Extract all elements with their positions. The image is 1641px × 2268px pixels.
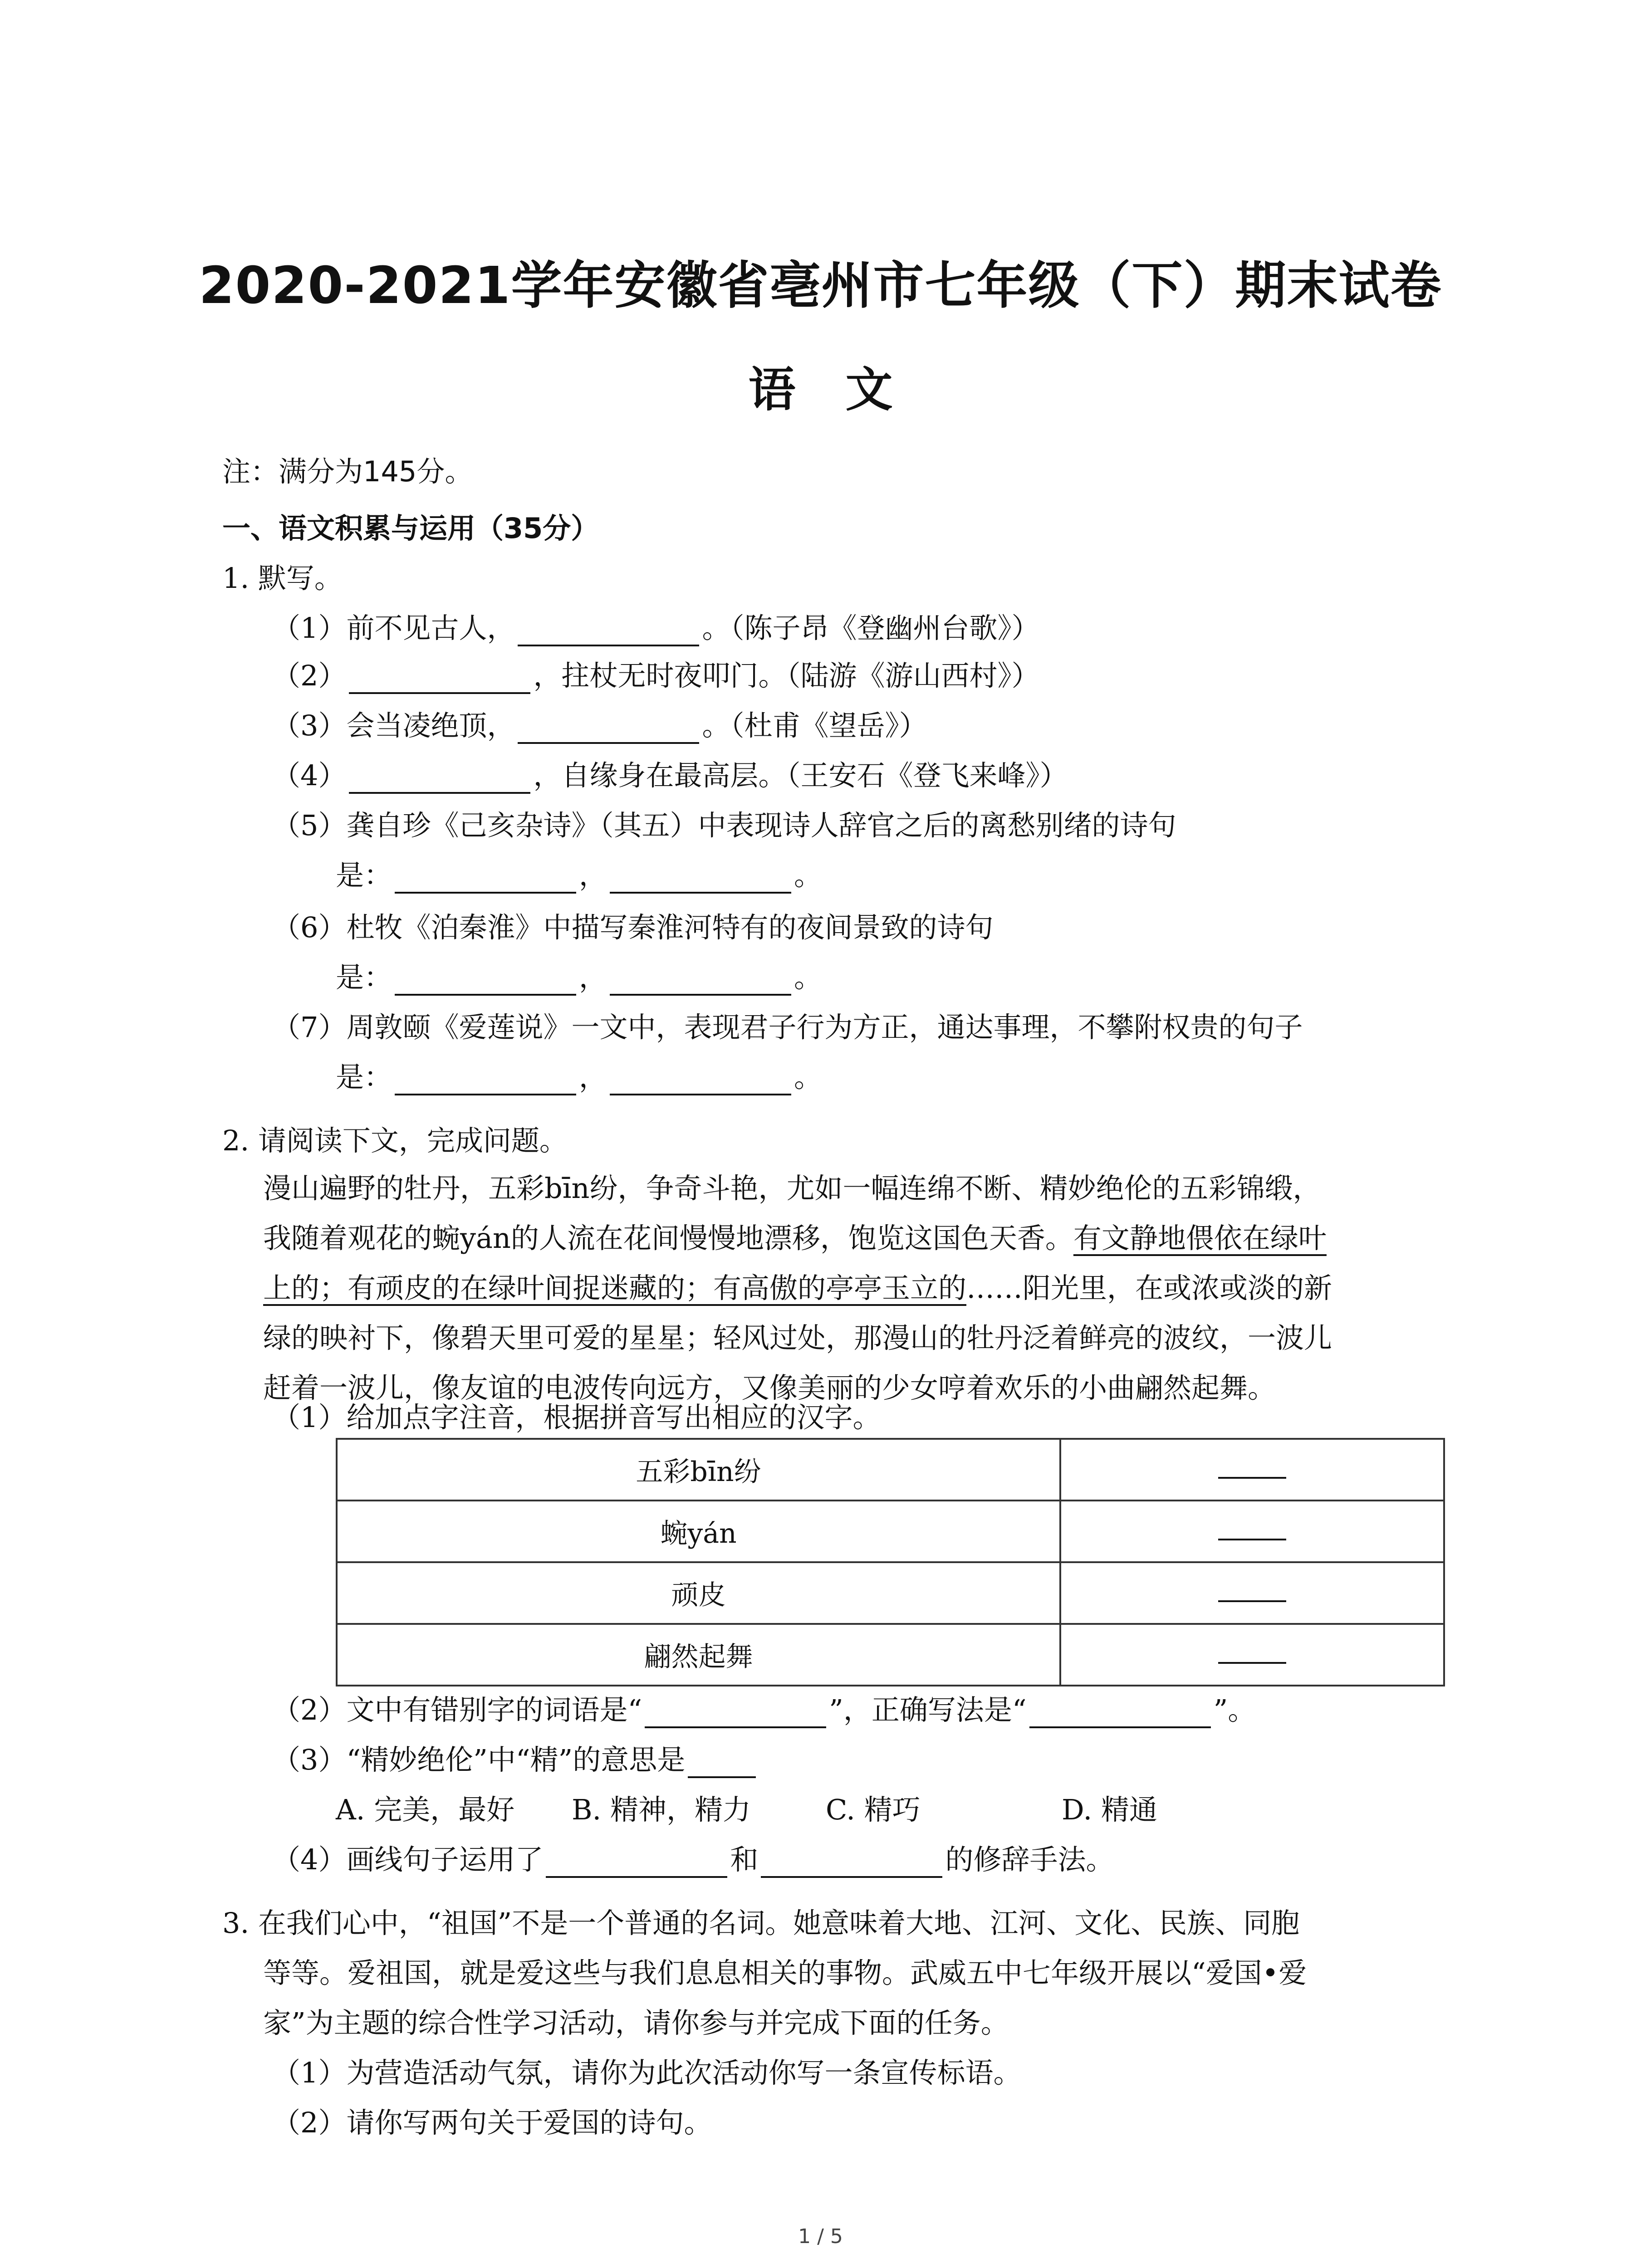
pinyin-table (336, 1438, 1445, 1686)
answer-blank[interactable] (610, 967, 791, 996)
table-cell: 蜿yán (337, 1501, 1060, 1562)
answer-blank[interactable] (349, 665, 530, 694)
answer-blank[interactable] (518, 715, 699, 744)
q3-line: 家”为主题的综合性学习活动，请你参与并完成下面的任务。 (263, 2006, 1009, 2039)
answer-cell[interactable] (1060, 1624, 1444, 1686)
q1-item-1: （1）前不见古人， 。（陈子昂《登幽州台歌》） (272, 610, 1039, 646)
q1-item-6-answer: 是： ， 。 (336, 959, 822, 996)
answer-blank[interactable] (395, 967, 576, 996)
q1-item-5: （5）龚自珍《己亥杂诗》（其五）中表现诗人辞官之后的离愁别绪的诗句 (272, 809, 1176, 842)
answer-cell[interactable] (1060, 1439, 1444, 1501)
table-cell: 顽皮 (337, 1562, 1060, 1624)
answer-blank[interactable] (1029, 1699, 1211, 1728)
answer-blank[interactable] (546, 1849, 727, 1878)
q2-sub4: （4）画线句子运用了 和 的修辞手法。 (272, 1842, 1114, 1878)
q1-item-4: （4） ，自缘身在最高层。（王安石《登飞来峰》） (272, 758, 1068, 794)
q2-sub2: （2）文中有错别字的词语是“ ”，正确写法是“ ”。 (272, 1692, 1256, 1728)
table-cell: 五彩bīn纷 (337, 1439, 1060, 1501)
table-row (337, 1624, 1444, 1686)
q1-item-2: （2） ，拄杖无时夜叩门。（陆游《游山西村》） (272, 658, 1039, 694)
answer-blank[interactable] (688, 1749, 756, 1778)
q1-item-3: （3）会当凌绝顶， 。（杜甫《望岳》） (272, 708, 927, 744)
passage-line: 赶着一波儿，像友谊的电波传向远方，又像美丽的少女哼着欢乐的小曲翩然起舞。 (263, 1371, 1276, 1404)
q2-option-c[interactable]: C. 精巧 (826, 1793, 921, 1826)
q1-item-5-answer: 是： ， 。 (336, 857, 822, 894)
answer-blank[interactable] (395, 1066, 576, 1095)
table-row (337, 1439, 1444, 1501)
passage-line: 上的；有顽皮的在绿叶间捉迷藏的；有高傲的亭亭玉立的……阳光里，在或浓或淡的新 (263, 1271, 1332, 1305)
answer-blank[interactable] (645, 1699, 826, 1728)
answer-blank[interactable] (610, 865, 791, 894)
q1-item-7: （7）周敦颐《爱莲说》一文中，表现君子行为方正，通达事理，不攀附权贵的句子 (272, 1011, 1303, 1044)
q3-line: 等等。爱祖国，就是爱这些与我们息息相关的事物。武威五中七年级开展以“爱国•爱 (263, 1956, 1307, 1989)
q1-stem: 1. 默写。 (222, 562, 343, 595)
answer-cell[interactable] (1060, 1501, 1444, 1562)
exam-subject: 语文 (748, 362, 943, 417)
q1-item-6: （6）杜牧《泊秦淮》中描写秦淮河特有的夜间景致的诗句 (272, 911, 994, 944)
q2-option-d[interactable]: D. 精通 (1062, 1793, 1157, 1826)
exam-title: 2020-2021学年安徽省亳州市七年级（下）期末试卷 (199, 256, 1442, 315)
section-heading: 一、语文积累与运用（35分） (222, 512, 599, 545)
answer-blank[interactable] (395, 865, 576, 894)
q2-stem: 2. 请阅读下文，完成问题。 (222, 1124, 568, 1157)
q2-sub1: （1）给加点字注音，根据拼音写出相应的汉字。 (272, 1401, 881, 1434)
answer-cell[interactable] (1060, 1562, 1444, 1624)
score-note: 注：满分为145分。 (222, 455, 473, 488)
underlined-sentence: 上的；有顽皮的在绿叶间捉迷藏的；有高傲的亭亭玉立的 (263, 1271, 967, 1305)
q3-sub2: （2）请你写两句关于爱国的诗句。 (272, 2106, 712, 2139)
answer-blank[interactable] (518, 617, 699, 646)
q3-sub1: （1）为营造活动气氛，请你为此次活动你写一条宣传标语。 (272, 2056, 1022, 2089)
q2-option-a[interactable]: A. 完美，最好 (336, 1793, 515, 1826)
passage-line: 我随着观花的蜿yán的人流在花间慢慢地漂移，饱览这国色天香。有文静地偎依在绿叶 (263, 1222, 1327, 1255)
q2-option-b[interactable]: B. 精神，精力 (572, 1793, 751, 1826)
page-number: 1 / 5 (798, 2225, 843, 2248)
passage-line: 漫山遍野的牡丹，五彩bīn纷，争奇斗艳，尤如一幅连绵不断、精妙绝伦的五彩锦缎， (263, 1172, 1321, 1205)
table-cell: 翩然起舞 (337, 1624, 1060, 1686)
answer-blank[interactable] (349, 765, 530, 794)
passage-line: 绿的映衬下，像碧天里可爱的星星；轻风过处，那漫山的牡丹泛着鲜亮的波纹，一波儿 (263, 1321, 1332, 1354)
q3-line: 3. 在我们心中，“祖国”不是一个普通的名词。她意味着大地、江河、文化、民族、同胞 (222, 1906, 1300, 1940)
q2-sub3: （3）“精妙绝伦”中“精”的意思是 (272, 1742, 759, 1778)
underlined-sentence: 有文静地偎依在绿叶 (1073, 1222, 1327, 1255)
q1-item-7-answer: 是： ， 。 (336, 1059, 822, 1095)
answer-blank[interactable] (610, 1066, 791, 1095)
table-row (337, 1562, 1444, 1624)
table-row (337, 1501, 1444, 1562)
answer-blank[interactable] (761, 1849, 942, 1878)
